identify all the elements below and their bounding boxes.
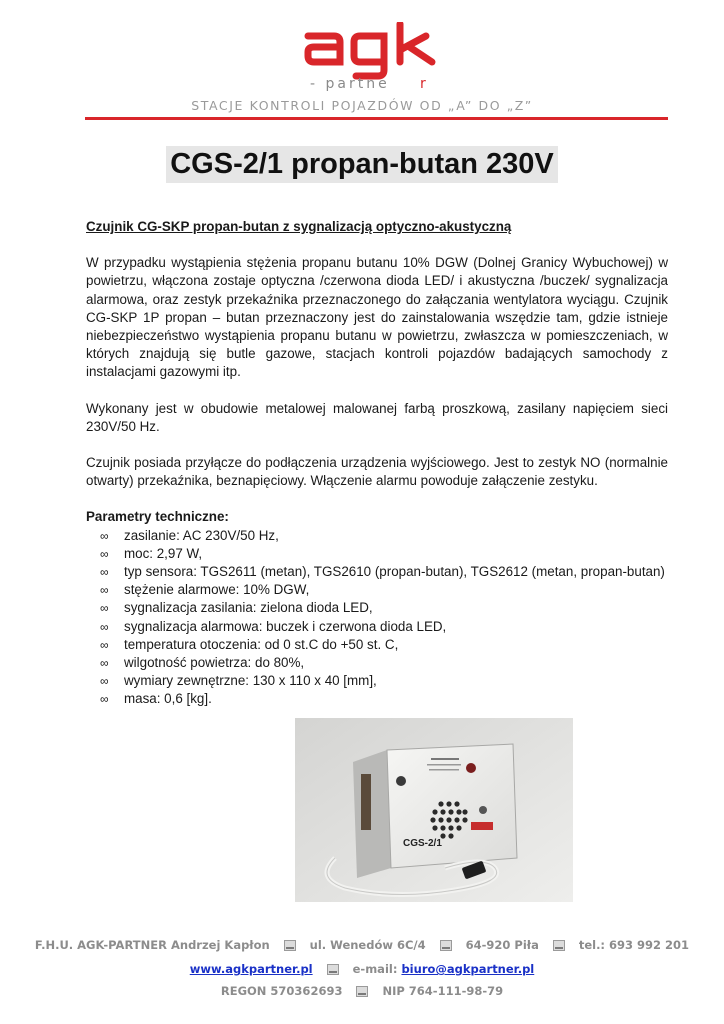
footer-line-registry: [0, 984, 724, 998]
params-item: ∞ sygnalizacja zasilania: zielona dioda LED,: [100, 599, 668, 617]
params-item: ∞ sygnalizacja alarmowa: buczek i czerwona dioda LED,: [100, 618, 668, 636]
params-item: ∞ zasilanie: AC 230V/50 Hz,: [100, 527, 668, 545]
params-heading: Parametry techniczne:: [86, 509, 229, 525]
footer-company: F.H.U. AGK-PARTNER Andrzej Kapłon: [34, 938, 270, 952]
footer-city: 64-920 Piła: [465, 938, 539, 952]
header-tagline: STACJE KONTROLI POJAZDÓW OD „A” DO „Z”: [191, 98, 533, 113]
footer-nip: NIP 764-111-98-79: [382, 984, 504, 998]
params-item: ∞ masa: 0,6 [kg].: [100, 690, 668, 708]
housing-paragraph: Wykonany jest w obudowie metalowej malowanej farbą proszkową, zasilany napięciem sieci 230V/50 Hz.: [86, 400, 668, 434]
product-subtitle: Czujnik CG-SKP propan-butan z sygnalizacją optyczno-akustyczną: [86, 219, 512, 234]
separator-icon: [356, 986, 368, 997]
bullet-icon: ∞: [100, 528, 109, 543]
params-list: [86, 527, 668, 709]
params-item: ∞ wymiary zewnętrzne: 130 x 110 x 40 [mm],: [100, 672, 668, 690]
footer-address: ul. Wenedów 6C/4: [309, 938, 426, 952]
separator-icon: [553, 940, 565, 951]
svg-text:r: r: [420, 76, 426, 92]
bullet-icon: ∞: [100, 674, 109, 689]
page-title: CGS-2/1 propan-butan 230V: [166, 146, 558, 183]
bullet-icon: ∞: [100, 583, 109, 598]
bullet-icon: ∞: [100, 637, 109, 652]
agk-partner-logo: [300, 22, 460, 92]
footer-regon: REGON 570362693: [220, 984, 343, 998]
footer-line-web: [0, 962, 724, 976]
product-photo: [295, 718, 573, 902]
svg-text:- partne: - partne: [310, 76, 390, 92]
document-body: [86, 218, 668, 709]
bullet-icon: ∞: [100, 692, 109, 707]
bullet-icon: ∞: [100, 601, 109, 616]
params-item: ∞ typ sensora: TGS2611 (metan), TGS2610 (propan-butan), TGS2612 (metan, propan-butan): [100, 563, 668, 581]
footer-phone: tel.: 693 992 201: [578, 938, 690, 952]
params-item: ∞ wilgotność powietrza: do 80%,: [100, 654, 668, 672]
params-item: ∞ moc: 2,97 W,: [100, 545, 668, 563]
description-paragraph: W przypadku wystąpienia stężenia propanu butanu 10% DGW (Dolnej Granicy Wybuchowej) w powietrzu, włączona zostaje optyczna /czerwona dioda LED/ i akustyczna /buczek/ sygnalizacja alarmowa, oraz zestyk przekaźnika przeznaczonego do załączania wentylatora wyciągu. Czujnik CG-SKP 1P propan – butan przeznaczony jest do zainstalowania wszędzie tam, gdzie istnieje niebezpieczeństwo wystąpienia propanu butanu w powietrzu, zwłaszcza w pomieszczeniach, w których znajdują się butle gazowe, stacjach kontroli pojazdów badających samochody z instalacjami gazowymi itp.: [86, 255, 668, 380]
bullet-icon: ∞: [100, 656, 109, 671]
bullet-icon: ∞: [100, 546, 109, 561]
relay-paragraph: Czujnik posiada przyłącze do podłączenia urządzenia wyjściowego. Jest to zestyk NO (normalnie otwarty) przekaźnika, beznapięciowy. Włączenie alarmu powoduje załączenie zestyku.: [86, 455, 668, 489]
params-item: ∞ stężenie alarmowe: 10% DGW,: [100, 581, 668, 599]
header-divider: [85, 117, 668, 120]
separator-icon: [440, 940, 452, 951]
photo-model-label: CGS-2/1: [403, 838, 442, 849]
params-item: ∞ temperatura otoczenia: od 0 st.C do +50 st. C,: [100, 636, 668, 654]
separator-icon: [284, 940, 296, 951]
footer-line-contact: [0, 938, 724, 952]
email-label: e-mail:: [352, 962, 398, 976]
website-link[interactable]: www.agkpartner.pl: [189, 962, 313, 976]
email-link[interactable]: biuro@agkpartner.pl: [401, 962, 535, 976]
separator-icon: [327, 964, 339, 975]
bullet-icon: ∞: [100, 619, 109, 634]
bullet-icon: ∞: [100, 565, 109, 580]
